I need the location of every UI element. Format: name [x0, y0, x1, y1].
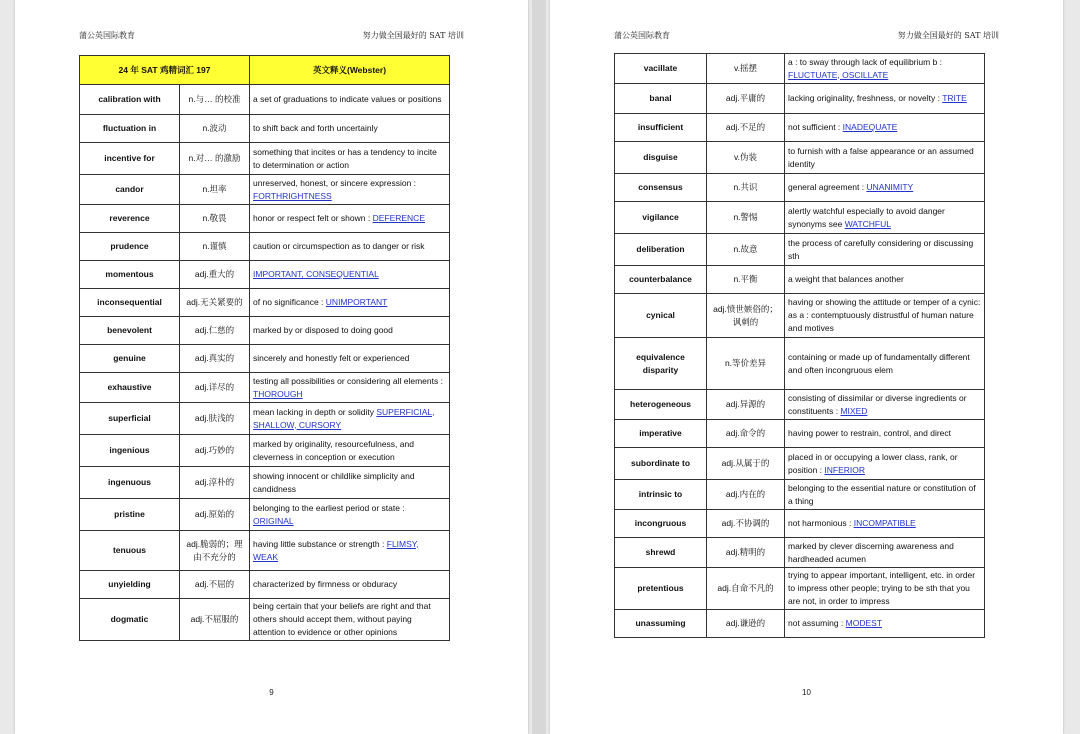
definition-cell [250, 205, 450, 233]
part-of-speech: adj.命令的 [707, 420, 785, 448]
definition-cell [250, 175, 450, 205]
part-of-speech: adj.内在的 [707, 480, 785, 510]
table-row [615, 202, 985, 234]
part-of-speech: adj.谦逊的 [707, 610, 785, 638]
vocab-word: deliberation [615, 234, 707, 266]
vocab-word: heterogeneous [615, 390, 707, 420]
definition-text: testing all possibilities or considering all elements : [253, 375, 443, 386]
vocab-word: disguise [615, 142, 707, 174]
synonym-link[interactable]: FORTHRIGHTNESS [253, 190, 332, 201]
definition-cell [785, 420, 985, 448]
definition-text: caution or circumspection as to danger or risk [253, 241, 425, 251]
definition-cell [250, 599, 450, 641]
definition-text: having power to restrain, control, and direct [788, 428, 952, 438]
part-of-speech: adj.异源的 [707, 390, 785, 420]
definition-cell [250, 85, 450, 115]
table-row [80, 599, 450, 641]
vocab-word: vacillate [615, 54, 707, 84]
definition-cell [785, 234, 985, 266]
document-page-9 [15, 0, 528, 734]
vocab-word: shrewd [615, 538, 707, 568]
table-row [80, 175, 450, 205]
table-row [615, 174, 985, 202]
synonym-link[interactable]: FLIMSY, WEAK [253, 538, 419, 562]
definition-cell [250, 143, 450, 175]
definition-text: belonging to the essential nature or constitution of a thing [788, 482, 976, 506]
definition-cell [785, 448, 985, 480]
definition-cell [785, 390, 985, 420]
part-of-speech: adj.不足的 [707, 114, 785, 142]
part-of-speech: adj.脆弱的；理由不充分的 [180, 531, 250, 571]
table-row [80, 499, 450, 531]
part-of-speech: v.伪装 [707, 142, 785, 174]
vocab-word: subordinate to [615, 448, 707, 480]
table-row [80, 403, 450, 435]
definition-text: characterized by firmness or obduracy [253, 579, 398, 589]
part-of-speech: adj.淳朴的 [180, 467, 250, 499]
definition-cell [250, 289, 450, 317]
part-of-speech: n.波动 [180, 115, 250, 143]
part-of-speech: adj.愤世嫉俗的；讽刺的 [707, 294, 785, 338]
definition-text: of no significance : [253, 297, 324, 307]
table-row [80, 467, 450, 499]
definition-cell [785, 538, 985, 568]
definition-cell [250, 499, 450, 531]
part-of-speech: adj.巧妙的 [180, 435, 250, 467]
definition-text: a weight that balances another [788, 274, 904, 284]
table-row [80, 143, 450, 175]
definition-cell [785, 142, 985, 174]
table-row [80, 261, 450, 289]
table-row [80, 289, 450, 317]
vocab-word: imperative [615, 420, 707, 448]
vocab-word: intrinsic to [615, 480, 707, 510]
table-row [615, 338, 985, 390]
table-row [615, 234, 985, 266]
vocab-word: consensus [615, 174, 707, 202]
page-gutter [532, 0, 546, 734]
header-definition: 英文释义(Webster) [250, 56, 450, 85]
definition-text: not sufficient : [788, 122, 841, 132]
header-right: 努力做全国最好的 SAT 培训 [897, 31, 999, 40]
vocab-word: genuine [80, 345, 180, 373]
definition-cell [250, 115, 450, 143]
part-of-speech: adj.精明的 [707, 538, 785, 568]
definition-cell [785, 338, 985, 390]
definition-text: to furnish with a false appearance or an assumed identity [788, 145, 974, 169]
definition-text: trying to appear important, intelligent, etc. in order to impress other people; trying to be sth that you are not, in order to impress [788, 570, 976, 606]
definition-text: general agreement : [788, 182, 865, 192]
definition-cell [785, 84, 985, 114]
page-number: 9 [269, 688, 274, 697]
part-of-speech: n.共识 [707, 174, 785, 202]
vocab-word: inconsequential [80, 289, 180, 317]
table-row [615, 420, 985, 448]
part-of-speech: adj.重大的 [180, 261, 250, 289]
definition-text: not harmonious : [788, 518, 852, 528]
part-of-speech: adj.不屈服的 [180, 599, 250, 641]
definition-cell [785, 294, 985, 338]
vocab-word: benevolent [80, 317, 180, 345]
vocab-word: ingenuous [80, 467, 180, 499]
synonym-link[interactable]: INFERIOR [824, 464, 866, 475]
part-of-speech: n.谨慎 [180, 233, 250, 261]
vocab-word: unyielding [80, 571, 180, 599]
vocab-word: cynical [615, 294, 707, 338]
vocab-word: momentous [80, 261, 180, 289]
part-of-speech: adj.真实的 [180, 345, 250, 373]
definition-cell [250, 435, 450, 467]
part-of-speech: n.敬畏 [180, 205, 250, 233]
table-row [615, 448, 985, 480]
definition-text: something that incites or has a tendency to incite to determination or action [253, 146, 437, 170]
vocab-word: incongruous [615, 510, 707, 538]
synonym-link[interactable]: FLUCTUATE, OSCILLATE [788, 69, 889, 80]
synonym-link[interactable]: ORIGINAL [253, 515, 294, 526]
table-row [615, 84, 985, 114]
definition-text: mean lacking in depth or solidity [253, 406, 374, 417]
table-row [615, 114, 985, 142]
part-of-speech: n.平衡 [707, 266, 785, 294]
table-row [615, 568, 985, 610]
definition-cell [785, 54, 985, 84]
part-of-speech: adj.自命不凡的 [707, 568, 785, 610]
definition-text: placed in or occupying a lower class, rank, or position : [788, 451, 958, 475]
synonym-link[interactable]: DEFERENCE [372, 213, 425, 223]
definition-text: the process of carefully considering or discussing sth [788, 237, 974, 261]
table-row [80, 317, 450, 345]
part-of-speech: adj.无关紧要的 [180, 289, 250, 317]
table-row [80, 115, 450, 143]
definition-cell [785, 114, 985, 142]
part-of-speech: n.警惕 [707, 202, 785, 234]
definition-cell [785, 510, 985, 538]
table-row [615, 480, 985, 510]
definition-text: showing innocent or childlike simplicity and candidness [253, 470, 415, 494]
part-of-speech: adj.原始的 [180, 499, 250, 531]
part-of-speech: n.对… 的激励 [180, 143, 250, 175]
definition-text: sincerely and honestly felt or experienced [253, 353, 410, 363]
definition-cell [250, 531, 450, 571]
header-vocab: 24 年 SAT 鸡精词汇 197 [80, 56, 250, 85]
synonym-link[interactable]: WATCHFUL [844, 218, 891, 229]
part-of-speech: adj.仁慈的 [180, 317, 250, 345]
definition-cell [250, 467, 450, 499]
definition-cell [250, 373, 450, 403]
definition-text: unreserved, honest, or sincere expression : [253, 177, 417, 188]
definition-cell [250, 571, 450, 599]
table-row [615, 142, 985, 174]
synonym-link[interactable]: INCOMPATIBLE [853, 518, 916, 528]
definition-text: containing or made up of fundamentally different and often incongruous elem [788, 351, 970, 375]
definition-cell [785, 480, 985, 510]
part-of-speech: n.故意 [707, 234, 785, 266]
vocab-word: candor [80, 175, 180, 205]
synonym-link[interactable]: MIXED [840, 405, 868, 416]
definition-text: having little substance or strength : [253, 538, 385, 549]
synonym-link[interactable]: UNIMPORTANT [325, 297, 388, 307]
vocab-word: calibration with [80, 85, 180, 115]
part-of-speech: adj.平庸的 [707, 84, 785, 114]
vocab-word: banal [615, 84, 707, 114]
definition-text: not assuming : [788, 618, 844, 628]
vocab-word: pretentious [615, 568, 707, 610]
definition-cell [250, 403, 450, 435]
vocab-word: superficial [80, 403, 180, 435]
definition-text: lacking originality, freshness, or novelty : [788, 93, 940, 103]
definition-text: marked by or disposed to doing good [253, 325, 393, 335]
vocab-word: vigilance [615, 202, 707, 234]
table-row [615, 266, 985, 294]
table-row [80, 345, 450, 373]
definition-text: alertly watchful especially to avoid danger synonyms see [788, 205, 945, 229]
part-of-speech: adj.不协调的 [707, 510, 785, 538]
vocab-word: exhaustive [80, 373, 180, 403]
definition-text: to shift back and forth uncertainly [253, 123, 378, 133]
vocab-table-left [79, 55, 450, 641]
synonym-link[interactable]: THOROUGH [253, 388, 303, 399]
definition-text: a : to sway through lack of equilibrium b : [788, 56, 943, 67]
part-of-speech: adj.从属于的 [707, 448, 785, 480]
vocab-word: dogmatic [80, 599, 180, 641]
synonym-link[interactable]: UNANIMITY [866, 182, 914, 192]
definition-cell [250, 345, 450, 373]
part-of-speech: v.摇摆 [707, 54, 785, 84]
definition-cell [785, 174, 985, 202]
definition-text: consisting of dissimilar or diverse ingredients or constituents : [788, 392, 967, 416]
table-row [615, 390, 985, 420]
vocab-table-right [614, 53, 985, 638]
page-number: 10 [802, 688, 811, 697]
document-page-10 [550, 0, 1063, 734]
table-row [80, 435, 450, 467]
table-row [80, 205, 450, 233]
vocab-word: tenuous [80, 531, 180, 571]
header-left: 蒲公英国际教育 [614, 31, 670, 40]
definition-cell [785, 202, 985, 234]
table-row [80, 85, 450, 115]
vocab-word: prudence [80, 233, 180, 261]
synonym-link[interactable]: TRITE [942, 93, 967, 103]
vocab-word: ingenious [80, 435, 180, 467]
vocab-word: incentive for [80, 143, 180, 175]
vocab-word: insufficient [615, 114, 707, 142]
table-row [80, 531, 450, 571]
definition-text: a set of graduations to indicate values or positions [253, 94, 442, 104]
table-row [80, 373, 450, 403]
definition-cell [250, 317, 450, 345]
header-left: 蒲公英国际教育 [79, 31, 135, 40]
definition-text: marked by originality, resourcefulness, and cleverness in conception or execution [253, 438, 414, 462]
part-of-speech: n.坦率 [180, 175, 250, 205]
table-row [615, 510, 985, 538]
definition-text: honor or respect felt or shown : [253, 213, 371, 223]
part-of-speech: adj.详尽的 [180, 373, 250, 403]
synonym-link[interactable]: INADEQUATE [842, 122, 898, 132]
definition-cell [785, 610, 985, 638]
definition-cell [250, 233, 450, 261]
synonym-link[interactable]: SUPERFICIAL, SHALLOW, CURSORY [253, 406, 435, 430]
table-row [615, 610, 985, 638]
vocab-word: equivalence disparity [615, 338, 707, 390]
definition-cell [785, 266, 985, 294]
definition-text: having or showing the attitude or temper of a cynic: as a : contemptuously distrustful of human nature and motives [788, 297, 981, 333]
table-row [615, 538, 985, 568]
vocab-word: unassuming [615, 610, 707, 638]
vocab-word: counterbalance [615, 266, 707, 294]
definition-cell [785, 568, 985, 610]
part-of-speech: n.与… 的校准 [180, 85, 250, 115]
definition-cell [250, 261, 450, 289]
table-row [80, 233, 450, 261]
part-of-speech: adj.肤浅的 [180, 403, 250, 435]
vocab-word: reverence [80, 205, 180, 233]
vocab-word: fluctuation in [80, 115, 180, 143]
table-row [80, 571, 450, 599]
definition-text: belonging to the earliest period or state : [253, 502, 405, 513]
part-of-speech: n.等价差异 [707, 338, 785, 390]
table-row [615, 294, 985, 338]
part-of-speech: adj.不屈的 [180, 571, 250, 599]
header-right: 努力做全国最好的 SAT 培训 [362, 31, 464, 40]
definition-text: marked by clever discerning awareness and hardheaded acumen [788, 540, 954, 564]
synonym-link[interactable]: MODEST [845, 618, 883, 628]
synonym-link[interactable]: IMPORTANT, CONSEQUENTIAL [253, 269, 379, 279]
vocab-word: pristine [80, 499, 180, 531]
definition-text: being certain that your beliefs are right and that others should accept them, without paying attention to evidence or other opinions [253, 601, 431, 637]
table-row [615, 54, 985, 84]
